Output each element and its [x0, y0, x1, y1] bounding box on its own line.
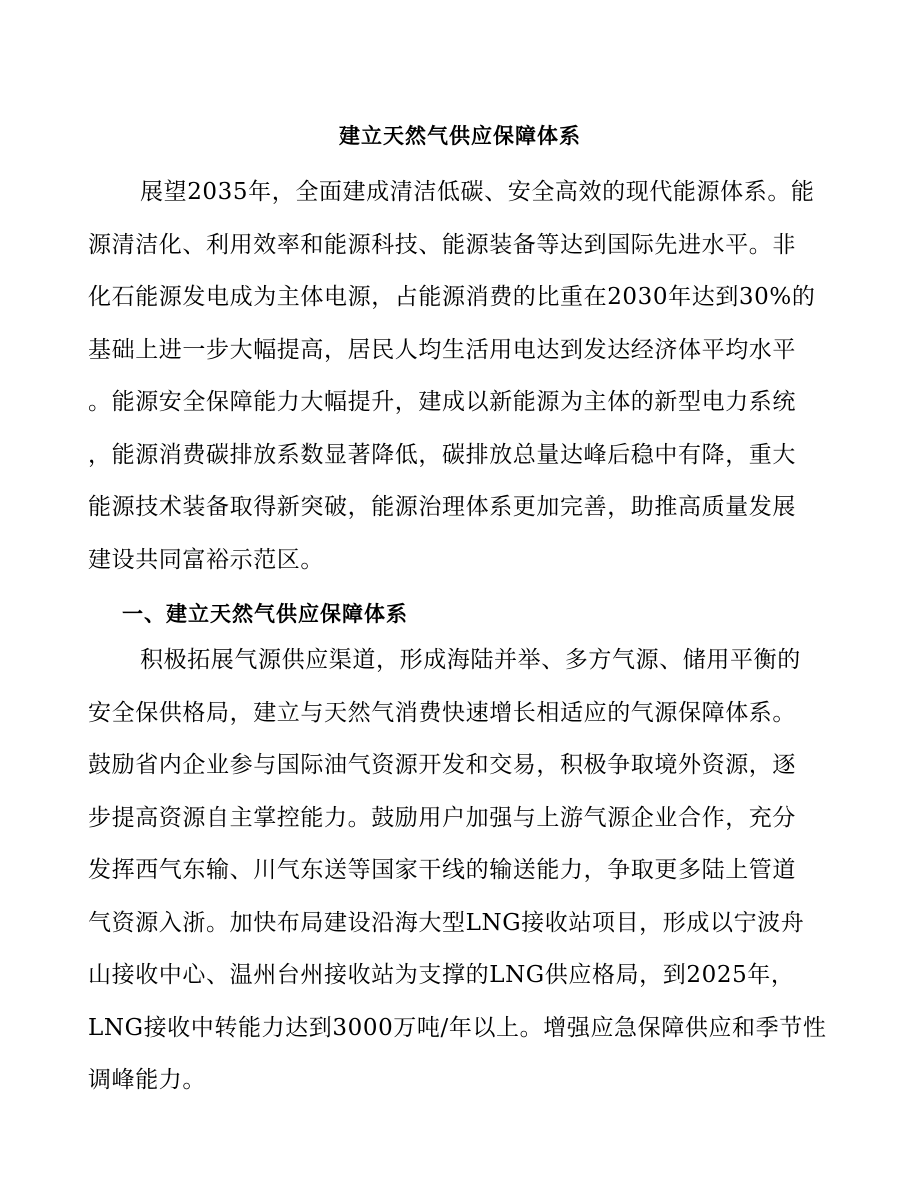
section-paragraph	[88, 634, 832, 1107]
paragraph-line: 化石能源发电成为主体电源，占能源消费的比重在2030年达到30%的	[88, 284, 816, 310]
paragraph-line: 鼓励省内企业参与国际油气资源开发和交易，积极争取境外资源，逐	[88, 752, 796, 778]
paragraph-line: 安全保供格局，建立与天然气消费快速增长相适应的气源保障体系。	[88, 699, 796, 726]
section-heading: 一、建立天然气供应保障体系	[122, 601, 408, 626]
paragraph-line: 步提高资源自主掌控能力。鼓励用户加强与上游气源企业合作，充分	[88, 804, 796, 831]
paragraph-line: 气资源入浙。加快布局建设沿海大型LNG接收站项目，形成以宁波舟	[88, 909, 805, 936]
paragraph-line: 山接收中心、温州台州接收站为支撑的LNG供应格局，到2025年，	[88, 962, 795, 988]
paragraph-line: 建设共同富裕示范区。	[88, 546, 324, 573]
paragraph-line: 积极拓展气源供应渠道，形成海陆并举、多方气源、储用平衡的	[140, 647, 801, 673]
intro-paragraph	[88, 166, 832, 586]
paragraph-line: 展望2035年，全面建成清洁低碳、安全高效的现代能源体系。能	[140, 179, 815, 205]
paragraph-line: ，能源消费碳排放系数显著降低，碳排放总量达峰后稳中有降，重大	[88, 441, 796, 468]
paragraph-line: 源清洁化、利用效率和能源科技、能源装备等达到国际先进水平。非	[88, 231, 796, 258]
paragraph-line: 能源技术装备取得新突破，能源治理体系更加完善，助推高质量发展	[88, 494, 796, 520]
paragraph-line: 。能源安全保障能力大幅提升，建成以新能源为主体的新型电力系统	[88, 389, 796, 415]
page-title: 建立天然气供应保障体系	[339, 123, 581, 148]
paragraph-line: 调峰能力。	[88, 1067, 206, 1093]
paragraph-line: 基础上进一步大幅提高，居民人均生活用电达到发达经济体平均水平	[88, 336, 796, 363]
paragraph-line: 发挥西气东输、川气东送等国家干线的输送能力，争取更多陆上管道	[88, 857, 796, 883]
paragraph-line: LNG接收中转能力达到3000万吨/年以上。增强应急保障供应和季节性	[88, 1014, 827, 1041]
